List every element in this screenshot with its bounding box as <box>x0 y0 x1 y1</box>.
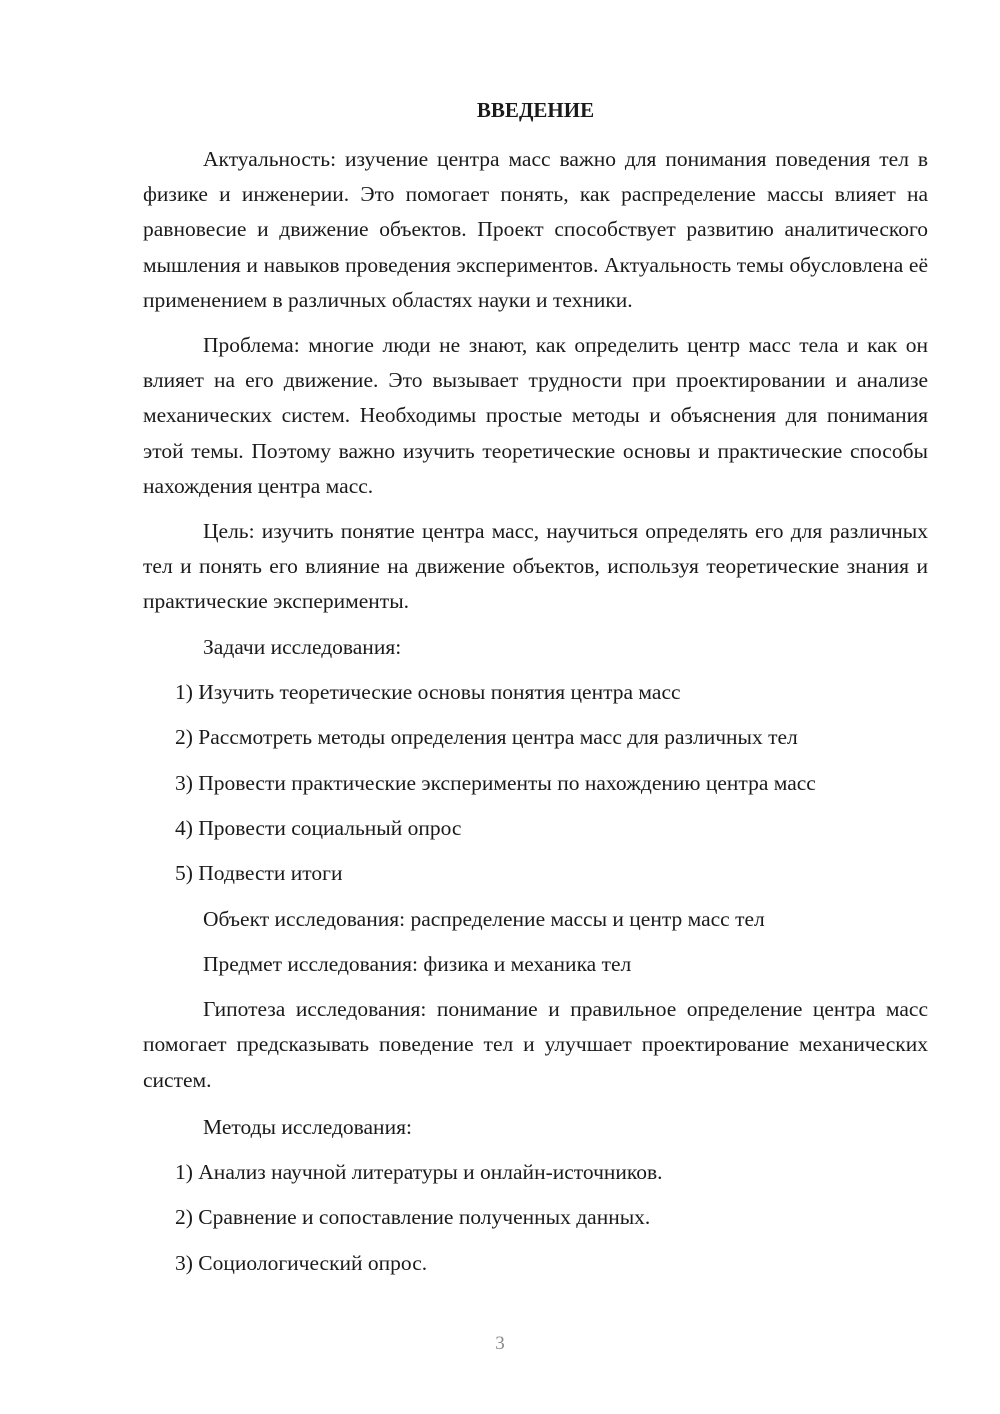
tasks-list <box>143 675 928 892</box>
task-item-2: 2) Рассмотреть методы определения центра масс для различных тел <box>175 725 798 750</box>
research-subject: Предмет исследования: физика и механика тел <box>203 952 632 976</box>
paragraph-relevance: Актуальность: изучение центра масс важно для понимания поведения тел в физике и инженерии. Это помогает понять, как распределение массы влияет на равновесие и движение объектов. Проект способствует развитию аналитического мышления и навыков проведения экспериментов. Актуальность темы обусловлена её применением в различных областях науки и техники. <box>143 147 928 312</box>
methods-heading: Методы исследования: <box>203 1114 412 1139</box>
page-number: 3 <box>495 1333 505 1354</box>
task-item-4: 4) Провести социальный опрос <box>175 816 462 841</box>
paragraph-goal: Цель: изучить понятие центра масс, научиться определять его для различных тел и понять его влияние на движение объектов, используя теоретические знания и практические эксперименты. <box>143 519 928 614</box>
task-item-3: 3) Провести практические эксперименты по нахождению центра масс <box>175 770 816 795</box>
task-item-1: 1) Изучить теоретические основы понятия центра масс <box>175 679 681 704</box>
methods-list <box>143 1155 928 1281</box>
task-item-5: 5) Подвести итоги <box>175 861 343 886</box>
section-title: ВВЕДЕНИЕ <box>476 98 595 122</box>
method-item-3: 3) Социологический опрос. <box>175 1250 428 1275</box>
paragraph-problem: Проблема: многие люди не знают, как определить центр масс тела и как он влияет на его движение. Это вызывает трудности при проектировании и анализе механических систем. Необходимы простые методы и объяснения для понимания этой темы. Поэтому важно изучить теоретические основы и практические способы нахождения центра масс. <box>143 333 928 498</box>
method-item-2: 2) Сравнение и сопоставление полученных данных. <box>175 1205 651 1230</box>
tasks-heading: Задачи исследования: <box>203 634 402 659</box>
paragraph-hypothesis: Гипотеза исследования: понимание и правильное определение центра масс помогает предсказывать поведение тел и улучшает проектирование механических систем. <box>143 997 928 1092</box>
method-item-1: 1) Анализ научной литературы и онлайн-источников. <box>175 1160 663 1185</box>
research-object: Объект исследования: распределение массы и центр масс тел <box>203 906 765 931</box>
document-page <box>143 96 928 1291</box>
